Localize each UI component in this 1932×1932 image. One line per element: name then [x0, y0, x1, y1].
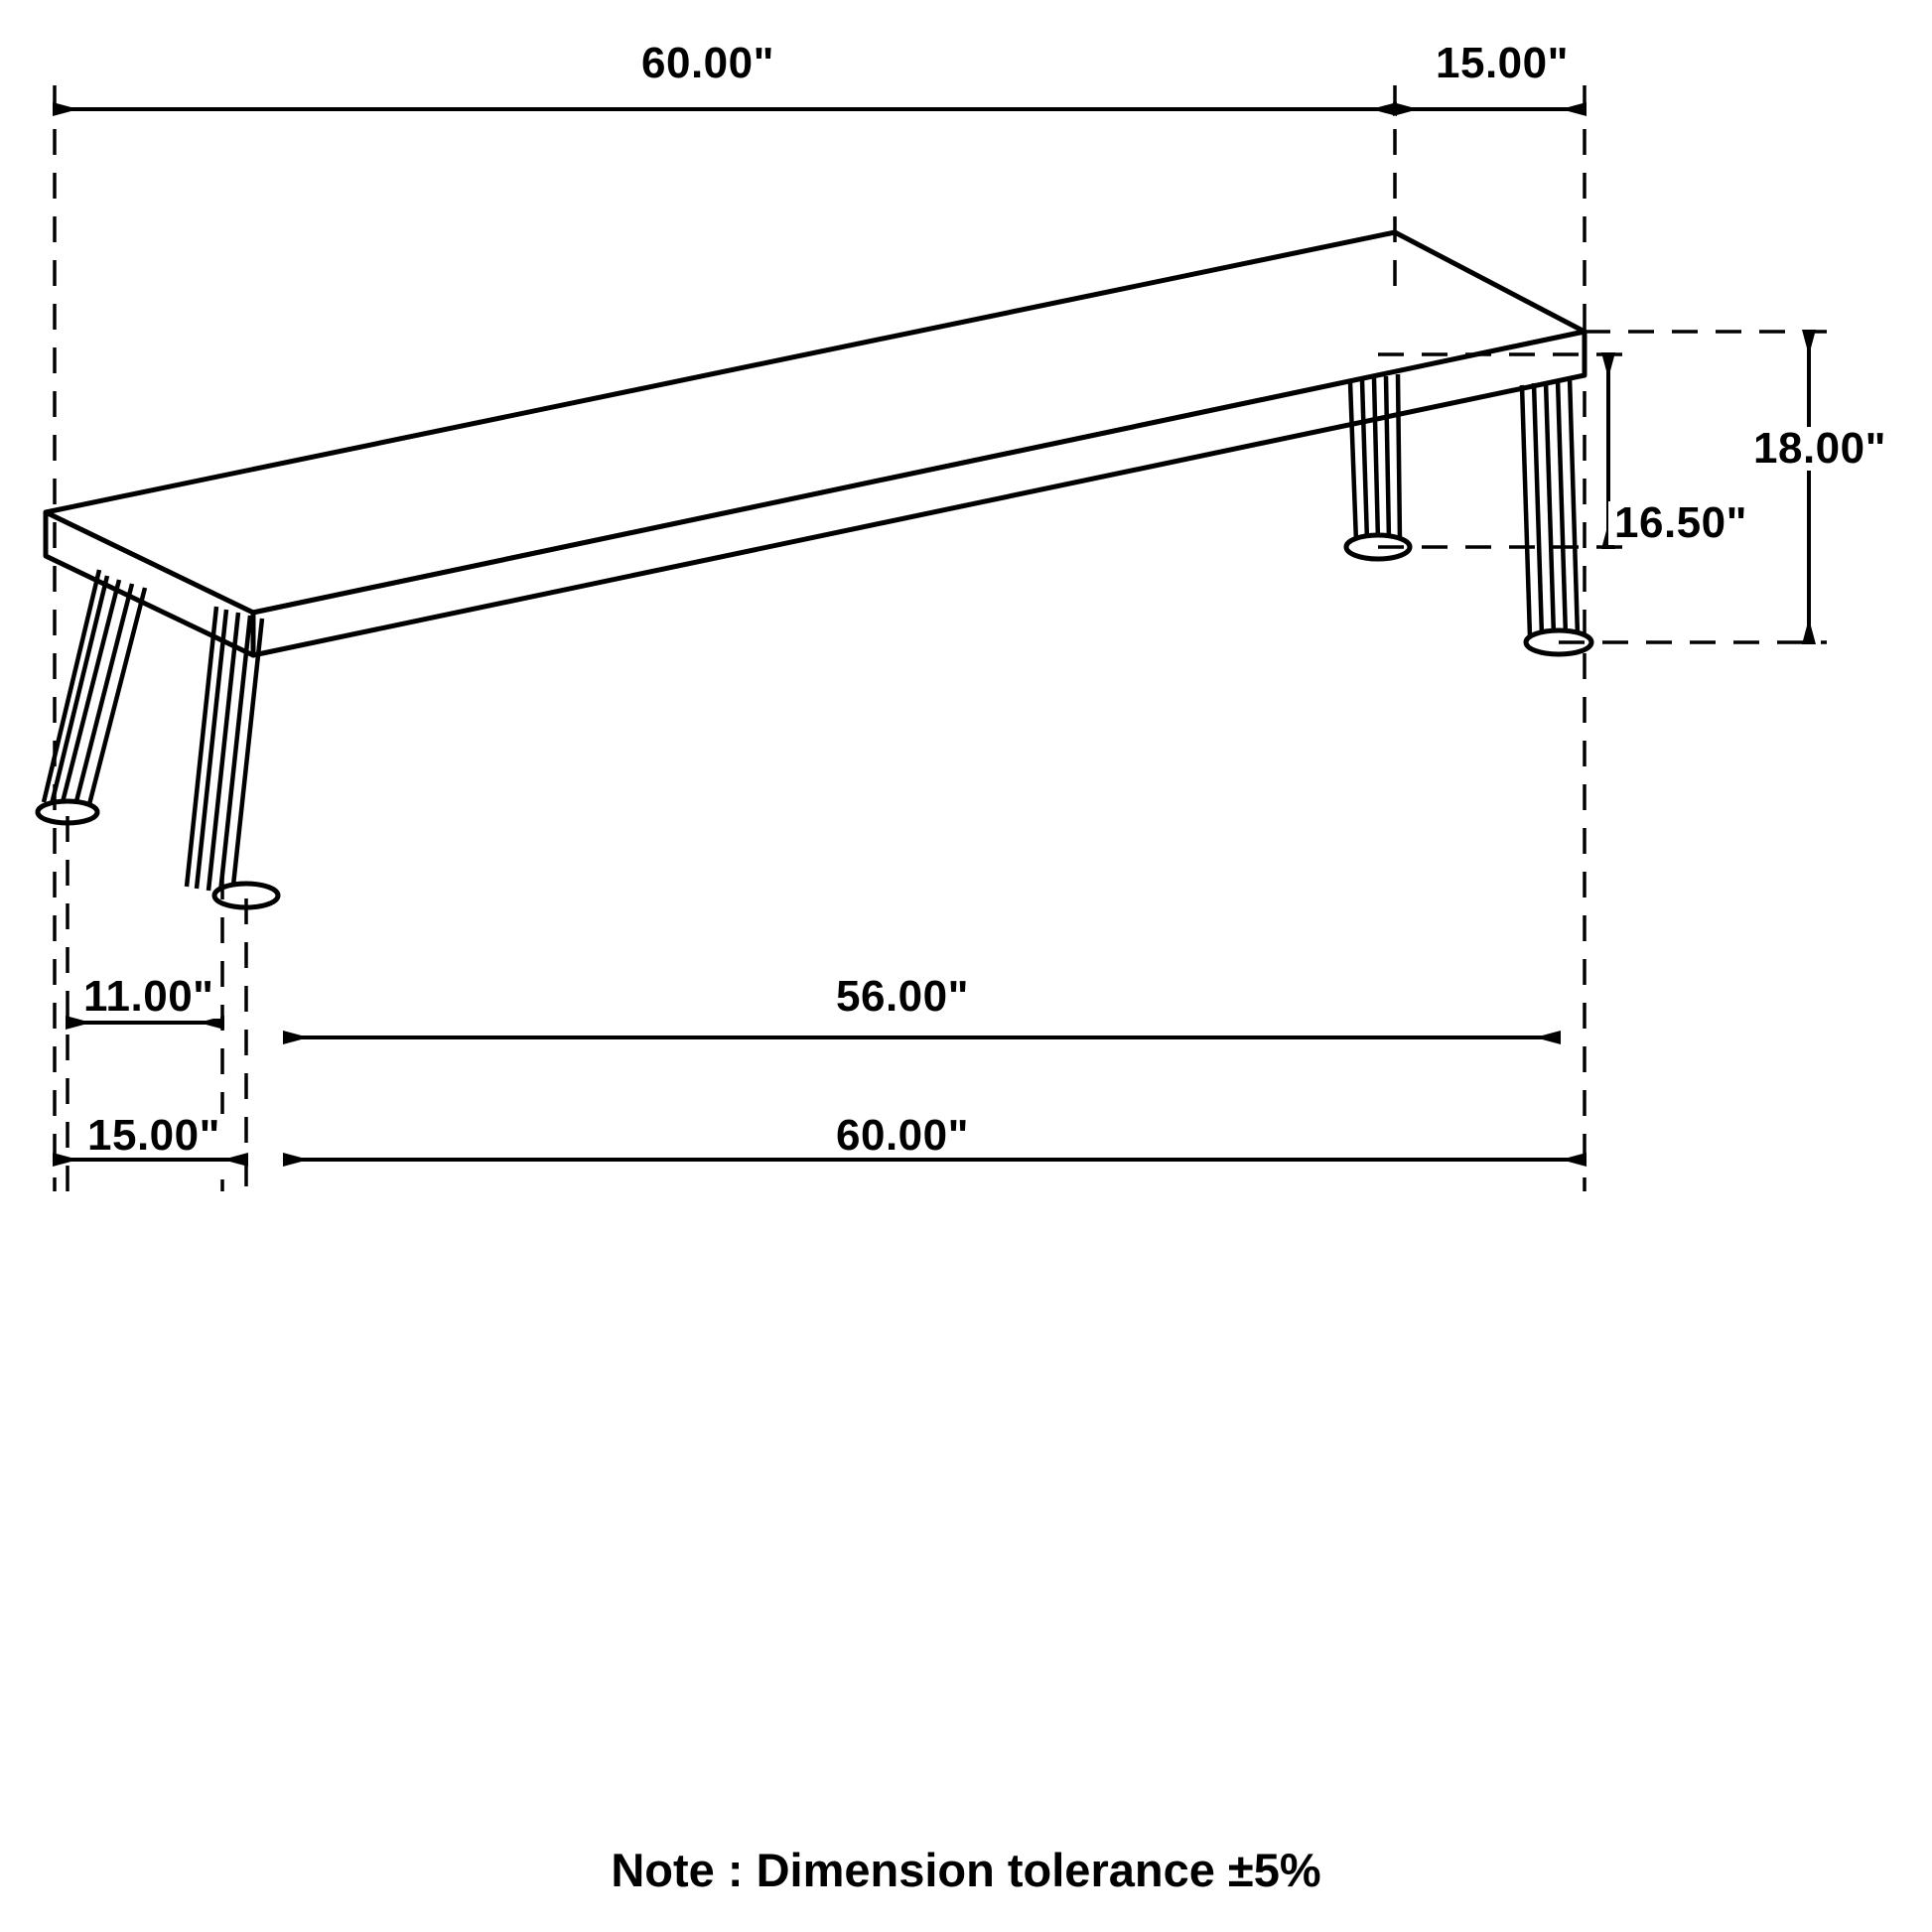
- leg-front-right: [1522, 377, 1591, 654]
- dim-label-leg-span: 56.00": [830, 975, 975, 1019]
- dim-label-top-overall-width: 60.00": [635, 42, 780, 85]
- tolerance-note: Note : Dimension tolerance ±5%: [611, 1844, 1321, 1896]
- dim-label-bottom-overall-width: 60.00": [830, 1114, 975, 1158]
- dim-label-bottom-left-offset: 11.00": [77, 975, 220, 1019]
- dim-label-leg-height: 16.50": [1608, 501, 1753, 545]
- dim-label-bottom-left-depth: 15.00": [81, 1114, 226, 1158]
- dim-label-seat-height: 18.00": [1747, 427, 1892, 471]
- dim-label-top-right-offset: 15.00": [1430, 42, 1575, 85]
